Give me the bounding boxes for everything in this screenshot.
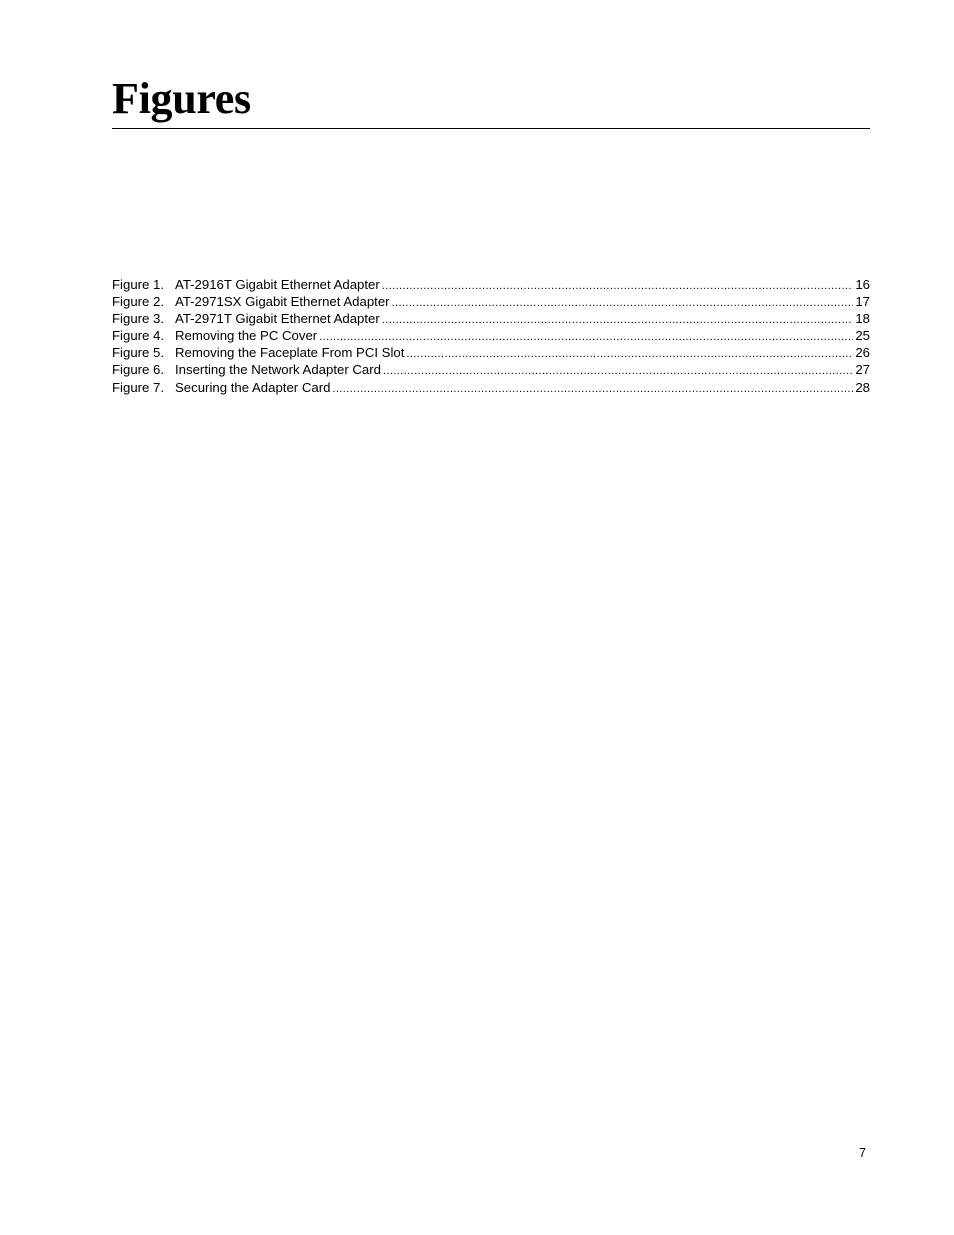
figure-entry[interactable] bbox=[112, 276, 870, 293]
figure-entry[interactable] bbox=[112, 310, 870, 327]
figure-page-number: 16 bbox=[855, 277, 870, 292]
figure-entry-label bbox=[112, 327, 317, 344]
page-number: 7 bbox=[859, 1146, 866, 1160]
dot-leader bbox=[392, 295, 854, 312]
dot-leader bbox=[332, 381, 853, 398]
figure-page-number: 27 bbox=[855, 362, 870, 378]
figure-page-number: 17 bbox=[855, 294, 870, 310]
title-divider bbox=[112, 128, 870, 129]
figure-number: Figure 6. bbox=[112, 362, 165, 378]
dot-leader bbox=[406, 346, 853, 363]
figure-entry[interactable] bbox=[112, 327, 870, 344]
page-title: Figures bbox=[112, 74, 251, 123]
figure-entry-label bbox=[112, 310, 380, 327]
figure-entry-label bbox=[112, 344, 404, 361]
figure-entry-label bbox=[112, 293, 390, 310]
figure-page-number: 25 bbox=[855, 328, 870, 344]
figure-caption: AT-2916T Gigabit Ethernet Adapter bbox=[175, 277, 380, 292]
figure-number: Figure 2. bbox=[112, 294, 165, 310]
list-of-figures bbox=[112, 276, 870, 396]
figure-entry[interactable] bbox=[112, 361, 870, 378]
figure-number: Figure 7. bbox=[112, 379, 165, 395]
figure-caption: Inserting the Network Adapter Card bbox=[175, 362, 381, 378]
figure-entry-label bbox=[112, 361, 381, 378]
figure-caption: AT-2971T Gigabit Ethernet Adapter bbox=[175, 311, 380, 327]
figure-number: Figure 5. bbox=[112, 345, 165, 361]
figure-entry-label bbox=[112, 379, 330, 396]
figure-entry[interactable] bbox=[112, 293, 870, 310]
figure-entry-label bbox=[112, 276, 380, 293]
figure-page-number: 28 bbox=[855, 379, 870, 395]
figure-entry[interactable] bbox=[112, 379, 870, 396]
dot-leader bbox=[383, 363, 853, 380]
figure-entry[interactable] bbox=[112, 344, 870, 361]
dot-leader bbox=[382, 278, 854, 295]
dot-leader bbox=[382, 312, 854, 329]
figure-caption: Removing the PC Cover bbox=[175, 328, 318, 344]
figure-caption: Removing the Faceplate From PCI Slot bbox=[175, 345, 405, 361]
figure-page-number: 18 bbox=[855, 311, 870, 327]
figure-caption: Securing the Adapter Card bbox=[175, 379, 331, 395]
figure-page-number: 26 bbox=[855, 345, 870, 361]
figure-number: Figure 1. bbox=[112, 277, 165, 292]
figure-number: Figure 4. bbox=[112, 328, 165, 344]
figure-number: Figure 3. bbox=[112, 311, 165, 327]
figure-caption: AT-2971SX Gigabit Ethernet Adapter bbox=[175, 294, 390, 310]
